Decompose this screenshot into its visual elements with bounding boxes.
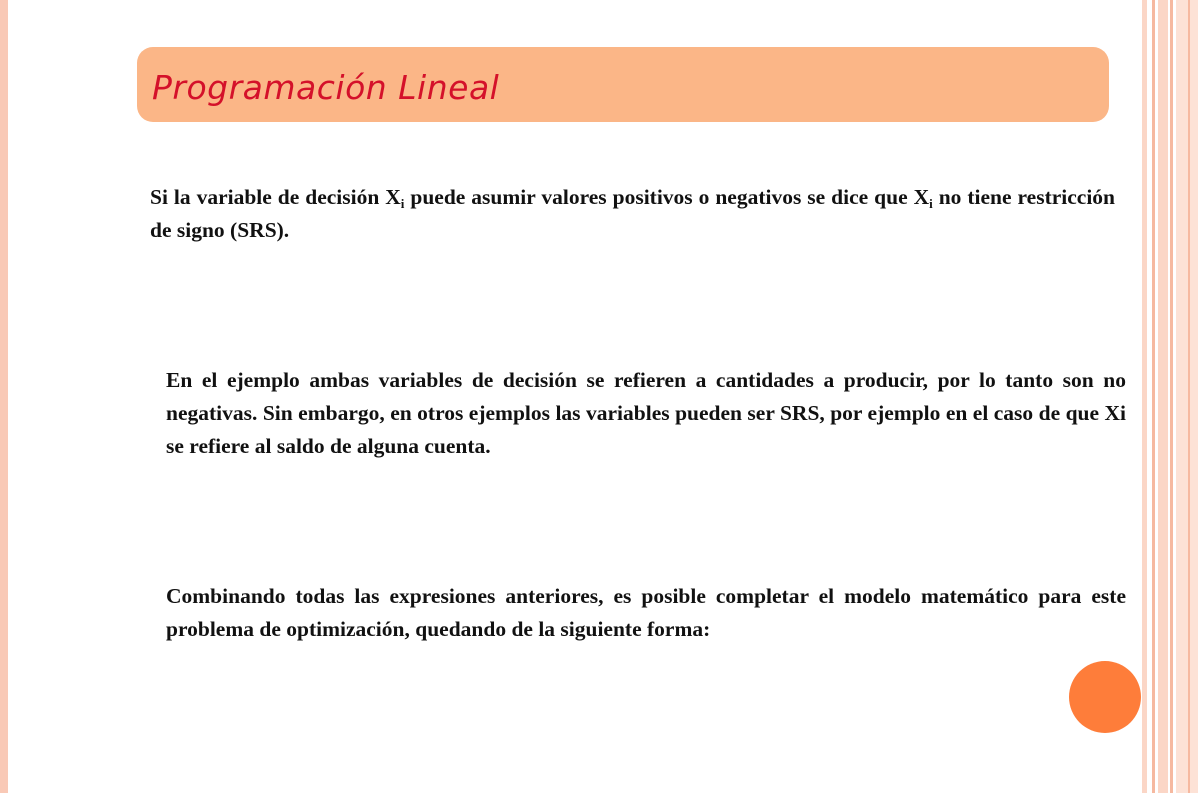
text-span: no tiene restricción de signo (SRS). (150, 185, 1116, 242)
subscript: i (400, 196, 405, 211)
slide-title: Programación Lineal (152, 68, 500, 107)
right-border-stripe (1170, 0, 1173, 793)
right-border-stripe (1158, 0, 1168, 793)
subscript: i (929, 196, 933, 211)
text-span: puede asumir valores positivos o negativos se dice que X (404, 185, 930, 209)
paragraph-model: Combinando todas las expresiones anteriores, es posible completar el modelo matemático para este problema de optimización, quedando de la siguiente forma: (166, 584, 1126, 641)
right-border-stripe (1188, 0, 1190, 793)
right-border-stripe (1152, 0, 1155, 793)
paragraph-example: En el ejemplo ambas variables de decisión se refieren a cantidades a producir, por lo tanto son no negativas. Sin embargo, en otros ejemplos las variables pueden ser SRS, por ejemplo en el caso de que Xi se refiere al saldo de alguna cuenta. (166, 368, 1126, 458)
text-span: Si la variable de decisión X (150, 185, 401, 209)
right-border-stripe (1142, 0, 1147, 793)
left-border-decoration (0, 0, 8, 793)
accent-circle (1069, 661, 1141, 733)
right-border-stripe (1176, 0, 1198, 793)
paragraph-srs-definition (150, 181, 1115, 247)
